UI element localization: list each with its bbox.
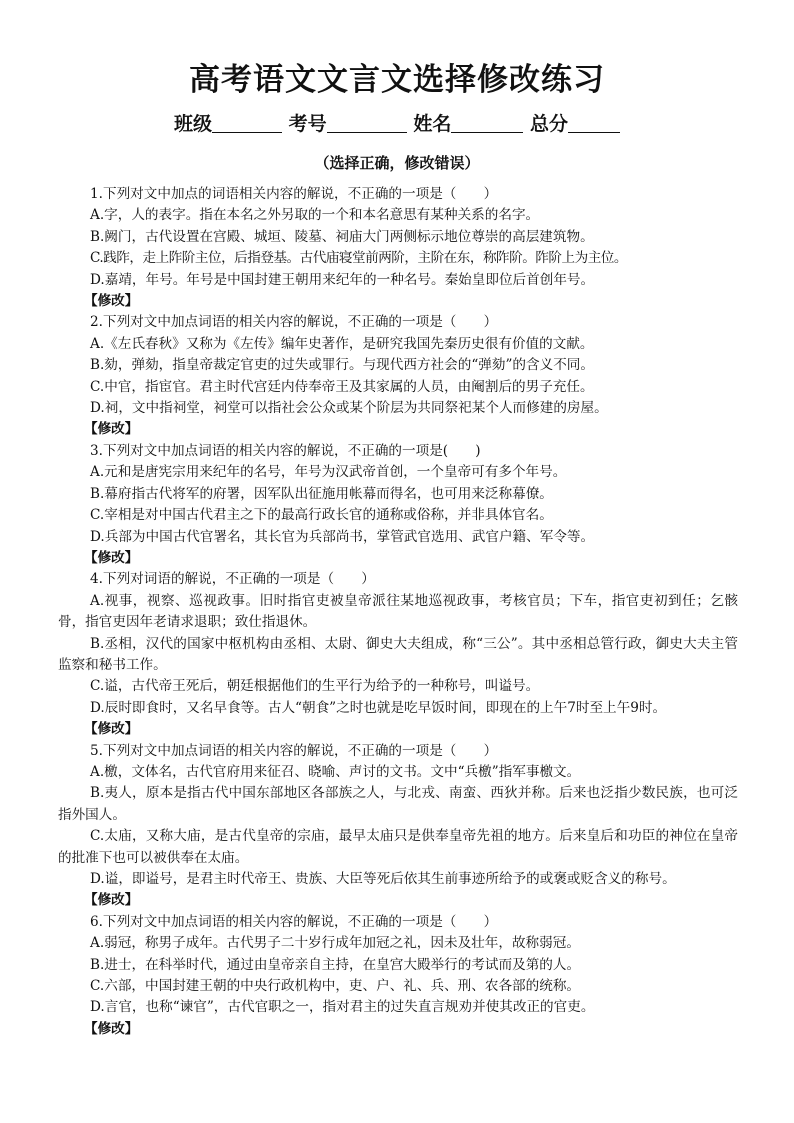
option-c: C.践阼，走上阼阶主位，后指登基。古代庙寝堂前两阶，主阶在东，称阼阶。阼阶上为主位。	[90, 250, 627, 267]
option-d: D.辰时即食时，又名早食等。古人“朝食”之时也就是吃早饭时间，即现在的上午7时至上午9时。	[90, 699, 667, 716]
fix-label: 【修改】	[84, 293, 139, 310]
class-label: 班级	[174, 113, 213, 135]
option-d: D.嘉靖，年号。年号是中国封建王朝用来纪年的一种名号。秦始皇即位后首创年号。	[90, 271, 595, 288]
name-blank[interactable]	[451, 112, 523, 133]
option-a: A.视事，视察、巡视政事。旧时指官吏被皇帝派往某地巡视政事，考核官员；下车，指官吏初到任；乞骸骨，指官吏因年老请求退职；致仕指退休。	[58, 592, 738, 631]
question-stem: 5.下列对文中加点词语的相关内容的解说，不正确的一项是（ ）	[90, 742, 498, 759]
option-d: D.祠，文中指祠堂，祠堂可以指社会公众或某个阶层为共同祭祀某个人而修建的房屋。	[90, 400, 608, 417]
option-c: C.谥，古代帝王死后，朝廷根据他们的生平行为给予的一种称号，叫谥号。	[90, 678, 540, 695]
question-stem: 3.下列对文中加点词语的相关内容的解说，不正确的一项是( )	[90, 442, 481, 459]
option-b: B.夷人，原本是指古代中国东部地区各部族之人，与北戎、南蛮、西狄并称。后来也泛指少数民族，也可泛指外国人。	[58, 785, 738, 823]
fix-label: 【修改】	[84, 549, 139, 566]
name-label: 姓名	[413, 113, 452, 135]
class-blank[interactable]	[212, 112, 282, 133]
option-d: D.言官，也称“谏官”，古代官职之一，指对君主的过失直言规劝并使其改正的官吏。	[90, 999, 595, 1016]
option-c: C.中官，指宦官。君主时代宫廷内侍奉帝王及其家属的人员，由阉割后的男子充任。	[90, 378, 594, 395]
option-c: C.六部，中国封建王朝的中央行政机构中，吏、户、礼、兵、刑、农各部的统称。	[90, 978, 581, 995]
option-c: C.宰相是对中国古代君主之下的最高行政长官的通称或俗称，并非具体官名。	[90, 507, 553, 524]
option-a: A.元和是唐宪宗用来纪年的名号，年号为汉武帝首创，一个皇帝可有多个年号。	[90, 464, 567, 481]
question-stem: 6.下列对文中加点词语的相关内容的解说，不正确的一项是（ ）	[90, 913, 498, 930]
option-b: B.进士，在科举时代，通过由皇帝亲自主持，在皇宫大殿举行的考试而及第的人。	[90, 956, 581, 973]
option-b: B.丞相，汉代的国家中枢机构由丞相、太尉、御史大夫组成，称“三公”。其中丞相总管行政，御史大夫主管监察和秘书工作。	[58, 635, 738, 673]
option-b: B.劾，弹劾，指皇帝裁定官吏的过失或罪行。与现代西方社会的“弹劾”的含义不同。	[90, 357, 594, 374]
option-a: A.弱冠，称男子成年。古代男子二十岁行成年加冠之礼，因未及壮年，故称弱冠。	[90, 935, 580, 952]
fix-label: 【修改】	[84, 721, 139, 738]
total-score-label: 总分	[529, 113, 568, 135]
total-score-blank[interactable]	[568, 112, 620, 133]
option-b: B.阙门，古代设置在宫殿、城垣、陵墓、祠庙大门两侧标示地位尊崇的高层建筑物。	[90, 228, 594, 245]
option-a: A.《左氏春秋》又称为《左传》编年史著作，是研究我国先秦历史很有价值的文献。	[90, 335, 594, 352]
fix-label: 【修改】	[84, 892, 139, 909]
option-c: C.太庙，又称大庙，是古代皇帝的宗庙，最早太庙只是供奉皇帝先祖的地方。后来皇后和功臣的神位在皇帝的批准下也可以被供奉在太庙。	[58, 828, 738, 866]
exam-number-blank[interactable]	[327, 112, 407, 133]
option-d: D.谥，即谥号，是君主时代帝王、贵族、大臣等死后依其生前事迹所给予的或褒或贬含义的称号。	[90, 871, 676, 887]
question-stem: 1.下列对文中加点的词语相关内容的解说，不正确的一项是（ ）	[90, 186, 498, 202]
option-a: A.檄，文体名，古代官府用来征召、晓喻、声讨的文书。文中“兵檄”指军事檄文。	[90, 763, 581, 780]
fix-label: 【修改】	[84, 1020, 139, 1037]
instruction-text: （选择正确，修改错误）	[314, 154, 480, 172]
page-title: 高考语文文言文选择修改练习	[189, 62, 605, 98]
student-info-row	[0, 110, 794, 138]
option-a: A.字，人的表字。指在本名之外另取的一个和本名意思有某种关系的名字。	[90, 207, 540, 224]
option-d: D.兵部为中国古代官署名，其长官为兵部尚书，掌管武官选用、武官户籍、军令等。	[90, 528, 595, 545]
question-stem: 4.下列对词语的解说，不正确的一项是（ ）	[90, 571, 375, 588]
exam-number-label: 考号	[288, 113, 327, 135]
fix-label: 【修改】	[84, 421, 139, 438]
question-list	[58, 184, 738, 1040]
question-stem: 2.下列对文中加点词语的相关内容的解说，不正确的一项是（ ）	[90, 314, 498, 331]
option-b: B.幕府指古代将军的府署，因军队出征施用帐幕而得名，也可用来泛称幕僚。	[90, 485, 553, 502]
